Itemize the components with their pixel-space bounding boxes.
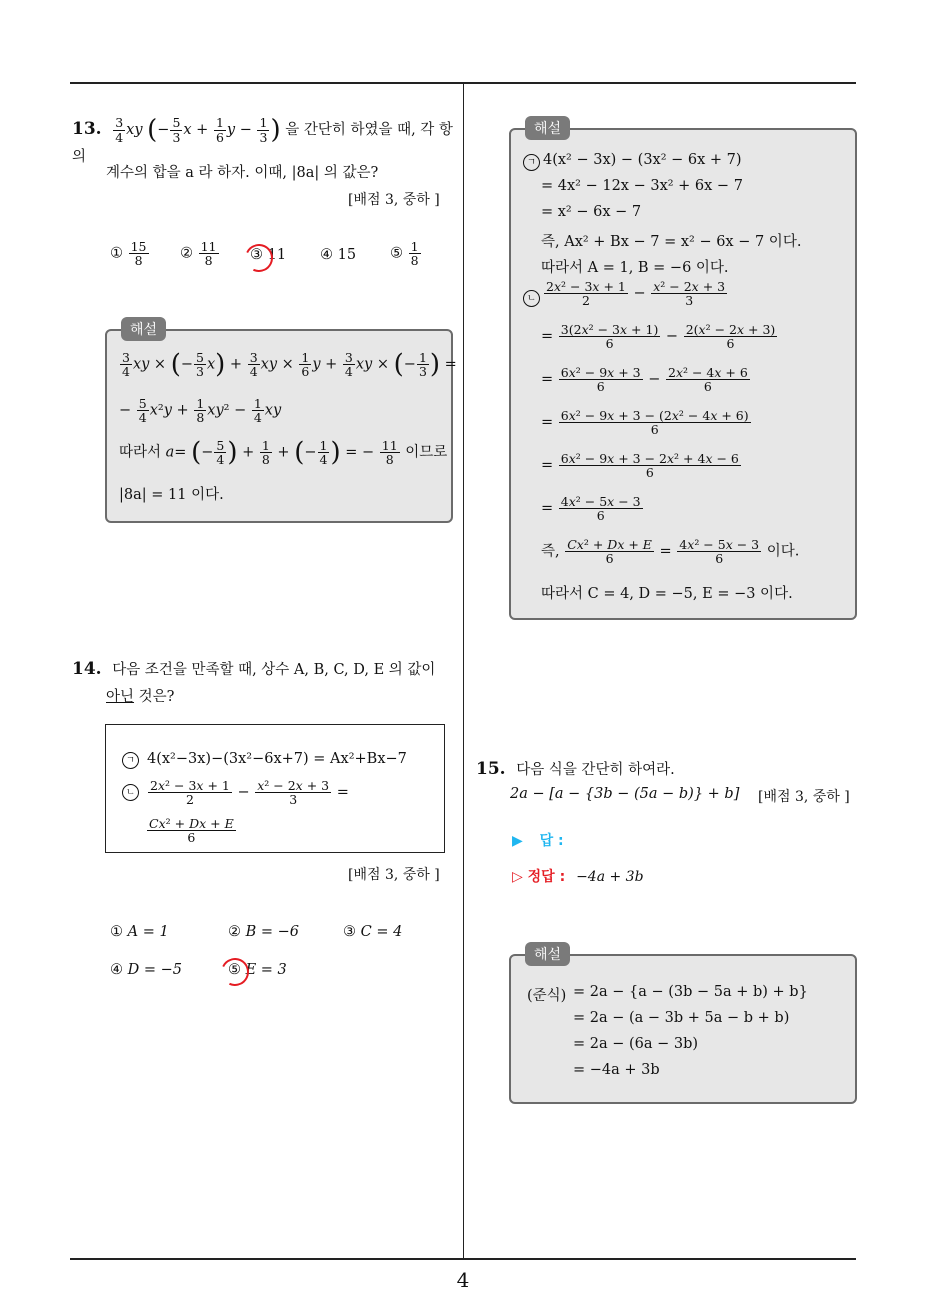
- play-arrow-icon: ▶: [512, 833, 523, 849]
- sol-line: = $\frac{\text{6x² − 9x + 3 − 2x² + 4x − 6}}{6}$: [541, 451, 739, 481]
- giyeok-circle-icon: ㄱ: [523, 154, 540, 171]
- choice-2[interactable]: ② $\frac{11}{8}$: [180, 239, 217, 269]
- condition-2-rhs: $\frac{\text{Cx² + Dx + E}}{6}$: [149, 816, 234, 846]
- question-15: [476, 756, 675, 784]
- q13-solution-box: [105, 322, 457, 523]
- answer-line[interactable]: ▶ 답 :: [512, 833, 564, 849]
- sol-line: = 2a − {a − (3b − 5a + b) + b}: [573, 984, 808, 1000]
- sol-line: = 2a − (a − 3b + 5a − b + b): [573, 1010, 790, 1026]
- sol-line: 따라서 a= (− $\frac{5}{4}$ ) + $\frac{1}{8}$ + (− $\frac{1}{4}$ ) = − $\frac{11}{8}$ 이므로: [119, 437, 448, 468]
- giyeok-circle-icon: ㄱ: [122, 752, 139, 769]
- q14-condition-box: [105, 724, 445, 853]
- nieun-circle-icon: ㄴ: [122, 784, 139, 801]
- sol-line: = 2a − (6a − 3b): [573, 1036, 699, 1052]
- correct-answer-value: −4a + 3b: [576, 869, 644, 885]
- q15-score: [배점 3, 중하 ]: [758, 789, 850, 805]
- sol-line: 즉, $\frac{\text{Cx² + Dx + E}}{6}$ = $\frac{\text{4x² − 5x − 3}}{6}$ 이다.: [541, 537, 800, 567]
- solution-tag: 해설: [121, 317, 166, 341]
- question-14: [72, 656, 457, 684]
- question-number: 15.: [476, 759, 506, 779]
- sol-prefix: (준식): [527, 988, 567, 1004]
- sol-line: = $\frac{\text{6x² − 9x + 3 − (2x² − 4x + 6)}}{6}$: [541, 408, 749, 438]
- q13-line2: 계수의 합을 a 라 하자. 이때, |8a| 의 값은?: [106, 165, 379, 181]
- choice-5-value: $\frac{1}{8}$: [410, 239, 419, 269]
- sol-line: $\frac{\text{2x² − 3x + 1}}{2}$ − $\frac{\text{x² − 2x + 3}}{3}$: [546, 279, 726, 309]
- sol-line: = 4x² − 12x − 3x² + 6x − 7: [541, 178, 743, 194]
- q14-text: 다음 조건을 만족할 때, 상수 A, B, C, D, E 의 값이: [112, 662, 436, 678]
- question-number: 14.: [72, 659, 102, 679]
- page-number: 4: [456, 1268, 470, 1292]
- sol-line: 따라서 A = 1, B = −6 이다.: [541, 260, 729, 276]
- sol-line: = $\frac{\text{3(2x² − 3x + 1)}}{6}$ − $\frac{\text{2(x² − 2x + 3)}}{6}$: [541, 322, 776, 352]
- choice-3-value: 11: [267, 247, 287, 263]
- condition-1: ㄱ 4(x²−3x)−(3x²−6x+7) = Ax²+Bx−7: [122, 751, 407, 769]
- choice-3[interactable]: ③ C = 4: [343, 924, 403, 940]
- outline-arrow-icon: ▷: [512, 869, 523, 885]
- answer-mark-circle: [241, 240, 277, 276]
- q13-text: 을 간단히 하였을 때, 각 항의: [72, 122, 453, 165]
- sol-line: = −4a + 3b: [573, 1062, 660, 1078]
- answer-mark-circle: [217, 954, 253, 990]
- solution-tag: 해설: [525, 116, 570, 140]
- q13-score: [배점 3, 중하 ]: [348, 192, 440, 208]
- question-number: 13.: [72, 119, 102, 139]
- q14-solution-box: [509, 121, 857, 620]
- sol-line: 4(x² − 3x) − (3x² − 6x + 7): [543, 152, 742, 168]
- choice-1[interactable]: ① A = 1: [110, 924, 169, 940]
- sol-line: 따라서 C = 4, D = −5, E = −3 이다.: [541, 586, 793, 602]
- sol-line: = $\frac{\text{6x² − 9x + 3}}{6}$ − $\frac{\text{2x² − 4x + 6}}{6}$: [541, 365, 748, 395]
- choice-2-value: $\frac{11}{8}$: [200, 239, 217, 269]
- choice-4[interactable]: ④ D = −5: [110, 962, 182, 978]
- nieun-circle-icon: ㄴ: [523, 290, 540, 307]
- q13-expression: $\frac{3}{4}$ xy (− $\frac{5}{3}$ x + $\frac{1}{6}$ y − $\frac{1}{3}$ ): [115, 115, 281, 145]
- q15-solution-box: [509, 947, 857, 1104]
- q15-text: 다음 식을 간단히 하여라.: [516, 762, 675, 778]
- correct-answer-line: ▷ 정답 : −4a + 3b: [512, 869, 644, 885]
- choice-1-value: $\frac{15}{8}$: [130, 239, 147, 269]
- choice-2[interactable]: ② B = −6: [228, 924, 300, 940]
- choice-1[interactable]: ① $\frac{15}{8}$: [110, 239, 147, 269]
- sol-line: |8a| = 11 이다.: [119, 487, 224, 503]
- sol-line: 즉, Ax² + Bx − 7 = x² − 6x − 7 이다.: [541, 234, 802, 250]
- condition-2: ㄴ $\frac{\text{2x² − 3x + 1}}{2}$ − $\frac{\text{x² − 2x + 3}}{3}$ =: [122, 779, 349, 806]
- q14-line2: 아닌 것은?: [106, 689, 175, 705]
- sol-line: = $\frac{\text{4x² − 5x − 3}}{6}$: [541, 494, 641, 524]
- choice-4-value: 15: [337, 247, 357, 263]
- sol-line: = x² − 6x − 7: [541, 204, 642, 220]
- q14-score: [배점 3, 중하 ]: [348, 867, 440, 883]
- choice-5[interactable]: ⑤ E = 3: [228, 962, 287, 978]
- column-divider: [463, 84, 464, 1259]
- choice-3[interactable]: ③ 11: [250, 247, 287, 263]
- choice-5[interactable]: ⑤ $\frac{1}{8}$: [390, 239, 419, 269]
- sol-line: − $\frac{5}{4}$ x²y + $\frac{1}{8}$ xy² − $\frac{1}{4}$ xy: [119, 396, 282, 426]
- solution-tag: 해설: [525, 942, 570, 966]
- choice-4[interactable]: ④ 15: [320, 247, 357, 263]
- q15-expression: 2a − [a − {3b − (5a − b)} + b]: [510, 786, 740, 802]
- sol-line: $\frac{3}{4}$ xy × (− $\frac{5}{3}$ x) + $\frac{3}{4}$ xy × $\frac{1}{6}$ y + $\frac{3}{4}$ xy × (− $\frac{1}{3}$ ) =: [122, 349, 457, 380]
